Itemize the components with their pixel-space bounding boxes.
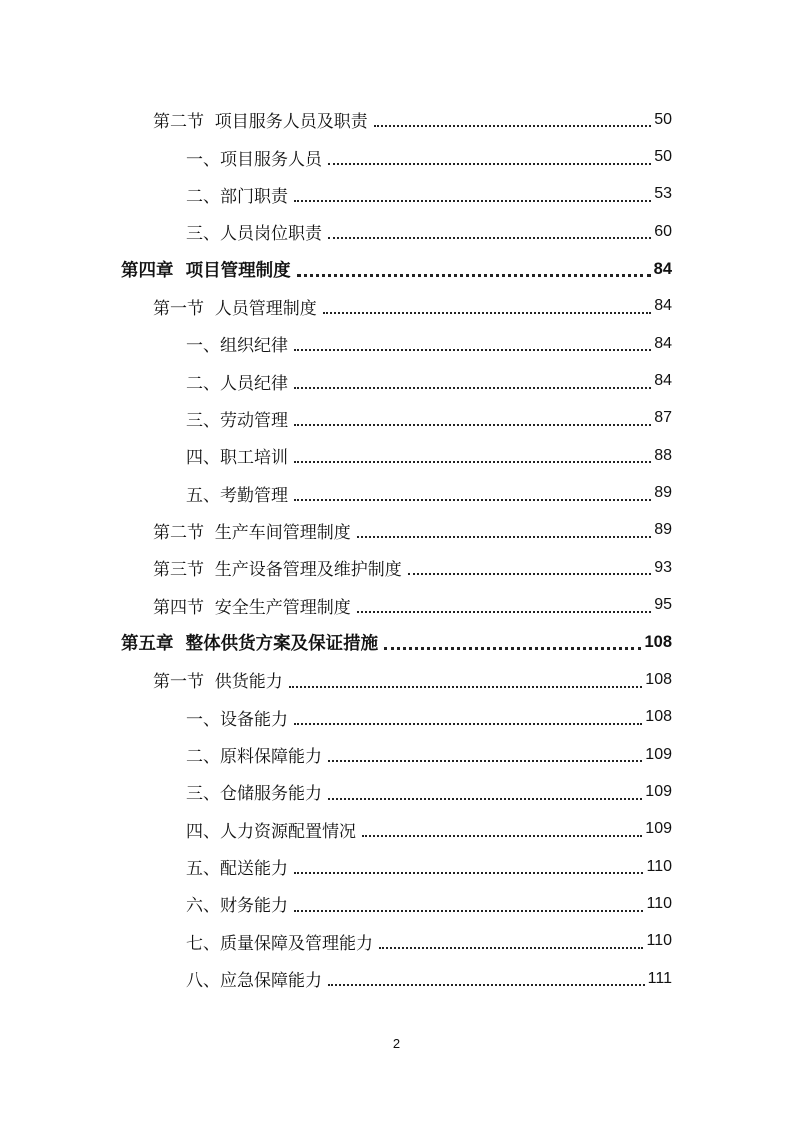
toc-dot-leader [294,387,651,389]
toc-entry-page-number: 110 [646,932,672,950]
toc-dot-leader [294,200,651,202]
toc-entry-page-number: 88 [654,446,672,464]
toc-entry-page-number: 110 [646,894,672,912]
table-of-contents [0,101,793,997]
toc-dot-leader [294,723,642,725]
toc-entry-page-number: 111 [647,969,672,987]
toc-entry-title: 第三节 生产设备管理及维护制度 [153,560,402,581]
toc-dot-leader [328,760,642,762]
toc-dot-leader [379,947,643,949]
toc-entry-page-number: 108 [644,632,672,651]
toc-entry-page-number: 89 [654,521,672,539]
toc-entry-page-number: 110 [646,857,672,875]
toc-dot-leader [294,461,651,463]
toc-entry-page-number: 109 [645,745,672,763]
toc-entry-title: 第五章 整体供货方案及保证措施 [121,633,379,654]
toc-entry-title: 四、人力资源配置情况 [186,821,356,842]
toc-entry-page-number: 84 [653,259,672,278]
toc-entry-page-number: 108 [645,708,672,726]
toc-chapter-entry[interactable] [0,624,793,661]
toc-dot-leader [328,798,642,800]
toc-entry-title: 第四章 项目管理制度 [121,260,291,281]
toc-entry-page-number: 108 [645,670,672,688]
toc-entry-page-number: 84 [654,297,672,315]
toc-dot-leader [297,274,651,277]
toc-subsection-entry[interactable] [0,885,793,922]
toc-entry-page-number: 84 [654,372,672,390]
toc-entry-title: 六、财务能力 [186,896,288,917]
toc-section-entry[interactable] [0,586,793,623]
toc-subsection-entry[interactable] [0,176,793,213]
toc-entry-title: 七、质量保障及管理能力 [186,933,373,954]
toc-dot-leader [328,163,651,165]
toc-section-entry[interactable] [0,512,793,549]
toc-subsection-entry[interactable] [0,736,793,773]
toc-entry-page-number: 87 [654,409,672,427]
toc-entry-title: 一、设备能力 [186,709,288,730]
toc-entry-title: 一、组织纪律 [186,336,288,357]
toc-entry-title: 五、考勤管理 [186,485,288,506]
toc-subsection-entry[interactable] [0,437,793,474]
toc-dot-leader [328,237,651,239]
toc-entry-title: 第四节 安全生产管理制度 [153,597,351,618]
toc-entry-title: 二、人员纪律 [186,373,288,394]
toc-entry-title: 第二节 生产车间管理制度 [153,522,351,543]
toc-entry-page-number: 93 [654,558,672,576]
toc-subsection-entry[interactable] [0,960,793,997]
toc-entry-page-number: 109 [645,782,672,800]
toc-subsection-entry[interactable] [0,138,793,175]
toc-entry-page-number: 50 [654,110,672,128]
toc-dot-leader [323,312,651,314]
toc-subsection-entry[interactable] [0,699,793,736]
toc-entry-title: 四、职工培训 [186,448,288,469]
toc-entry-page-number: 50 [654,148,672,166]
toc-subsection-entry[interactable] [0,923,793,960]
toc-entry-title: 三、人员岗位职责 [186,224,322,245]
toc-dot-leader [328,984,645,986]
toc-entry-page-number: 89 [654,484,672,502]
toc-dot-leader [408,573,651,575]
toc-dot-leader [357,611,651,613]
toc-entry-title: 二、原料保障能力 [186,747,322,768]
toc-entry-title: 三、劳动管理 [186,410,288,431]
toc-subsection-entry[interactable] [0,474,793,511]
toc-section-entry[interactable] [0,549,793,586]
toc-section-entry[interactable] [0,101,793,138]
toc-entry-title: 一、项目服务人员 [186,149,322,170]
toc-subsection-entry[interactable] [0,811,793,848]
toc-entry-title: 二、部门职责 [186,186,288,207]
toc-section-entry[interactable] [0,288,793,325]
toc-subsection-entry[interactable] [0,325,793,362]
toc-entry-page-number: 53 [654,185,672,203]
toc-dot-leader [374,125,651,127]
toc-entry-title: 第一节 人员管理制度 [153,298,317,319]
toc-entry-page-number: 60 [654,222,672,240]
toc-subsection-entry[interactable] [0,362,793,399]
toc-dot-leader [384,647,641,650]
toc-subsection-entry[interactable] [0,213,793,250]
toc-section-entry[interactable] [0,661,793,698]
toc-entry-page-number: 95 [654,596,672,614]
toc-subsection-entry[interactable] [0,400,793,437]
toc-dot-leader [294,872,643,874]
toc-subsection-entry[interactable] [0,848,793,885]
toc-subsection-entry[interactable] [0,773,793,810]
toc-entry-page-number: 109 [645,820,672,838]
page-number: 2 [392,1036,401,1051]
toc-dot-leader [294,349,651,351]
toc-dot-leader [294,910,643,912]
toc-entry-title: 第二节 项目服务人员及职责 [153,112,368,133]
toc-dot-leader [289,686,642,688]
toc-chapter-entry[interactable] [0,250,793,287]
toc-entry-title: 八、应急保障能力 [186,971,322,992]
toc-dot-leader [294,424,651,426]
toc-entry-title: 第一节 供货能力 [153,672,283,693]
toc-dot-leader [294,499,651,501]
toc-entry-title: 五、配送能力 [186,859,288,880]
toc-dot-leader [362,835,642,837]
toc-dot-leader [357,536,651,538]
toc-entry-page-number: 84 [654,334,672,352]
toc-entry-title: 三、仓储服务能力 [186,784,322,805]
